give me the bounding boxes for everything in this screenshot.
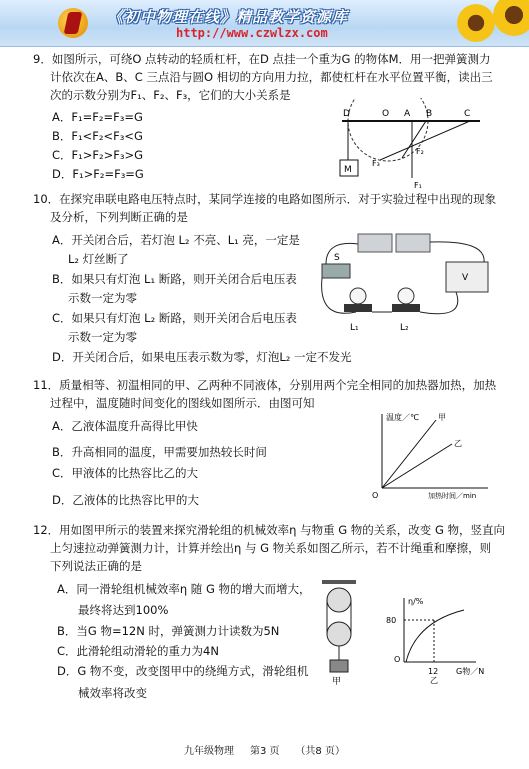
q10-stem-line1: 10．在探究串联电路电压特点时，某同学连接的电路如图所示．对于实验过程中出现的现象 [33,192,497,206]
bulb-base [344,304,372,312]
q11-option-d: D．乙液体的比热容比甲的大 [52,493,199,507]
q9-stem-line3: 次的示数分别为F₁、F₂、F₃，它们的大小关系是 [50,88,291,102]
q11-stem-line1: 11．质量相等、初温相同的甲、乙两种不同液体，分别用两个完全相同的加热器加热，加热 [33,378,497,392]
q10-option-c-line2: 示数一定为零 [68,330,137,344]
label-yi: 乙 [454,439,462,448]
bulb-l1 [350,288,366,304]
label-v: V [462,273,469,283]
q10-option-b-line1: B．如果只有灯泡 L₁ 断路，则开关闭合后电压表 [52,272,297,286]
y-axis-label: η/% [408,597,424,606]
origin-label: O [394,655,401,664]
q9-option-c: C．F₁>F₂>F₃>G [52,148,144,162]
q10-option-a-line2: L₂ 灯丝断了 [68,252,129,266]
label-d: D [343,109,350,119]
q9-option-d: D．F₁>F₂=F₃=G [52,167,144,181]
label-l2: L₂ [400,323,409,333]
q10-stem-line2: 及分析，下列判断正确的是 [50,210,188,224]
q12-option-d-line1: D．G 物不变，改变图甲中的绕绳方式，滑轮组机 [57,664,309,678]
q12-stem-line1: 12．用如图甲所示的装置来探究滑轮组的机械效率η 与物重 G 物的关系，改变 G 物，竖直向 [33,523,506,537]
q11-stem-line2: 过程中，温度随时间变化的图线如图所示．由图可知 [50,396,315,410]
q10-circuit-figure [316,230,494,338]
switch [322,264,350,278]
y-axis-label: 温度／℃ [386,413,419,422]
sunflower-icon [457,4,495,42]
line-yi [382,444,452,488]
label-f1: F₁ [414,181,422,190]
label-yi: 乙 [430,676,438,684]
q12-stem-line3: 下列说法正确的是 [50,559,142,573]
banner-title: 《初中物理在线》精品教学资源库 [108,8,349,26]
force-f3 [380,121,470,160]
q12-pulley-figure [318,578,362,686]
x-axis-label: G物／N [456,667,485,676]
q11-option-c: C．甲液体的比热容比乙的大 [52,466,199,480]
label-jia: 甲 [332,677,342,686]
q11-option-b: B．升高相同的温度，甲需要加热较长时间 [52,445,267,459]
q10-option-d: D．开关闭合后，如果电压表示数为零，灯泡L₂ 一定不发光 [52,350,352,364]
label-jia: 甲 [438,413,446,422]
battery [396,234,430,252]
label-c: C [464,109,471,119]
q12-option-c: C．此滑轮组动滑轮的重力为4N [57,644,219,658]
footer-grade: 九年级物理 [184,746,235,757]
q10-option-b-line2: 示数一定为零 [68,291,137,305]
banner-url[interactable]: http://www.czwlzx.com [176,26,328,40]
label-f3: F₃ [372,159,380,168]
page-footer [0,742,529,757]
label-l1: L₁ [350,323,359,333]
q9-stem-line1: 9．如图所示，可绕O 点转动的轻质杠杆，在D 点挂一个重为G 的物体M．用一把弹簧测力 [33,52,491,66]
q12-option-b: B．当G 物=12N 时，弹簧测力计读数为5N [57,624,280,638]
q12-option-a-line1: A．同一滑轮组机械效率η 随 G 物的增大而增大， [57,582,311,596]
ceiling [322,580,356,584]
q12-option-d-line2: 械效率将改变 [78,686,147,700]
q12-efficiency-graph [384,592,498,684]
q9-option-b: B．F₁<F₂<F₃<G [52,129,143,143]
footer-page: 第3 页 [249,746,280,757]
battery [358,234,392,252]
efficiency-curve [406,610,464,662]
line-jia [382,420,436,488]
q12-stem-line2: 上匀速拉动弹簧测力计，计算并绘出η 与 G 物关系如图乙所示，若不计绳重和摩擦，则 [50,541,492,555]
sunflower-icon [493,0,529,36]
bulb-l2 [398,288,414,304]
q12-option-a-line2: 最终将达到100% [78,603,169,617]
label-a: A [404,109,411,119]
q9-option-a: A．F₁=F₂=F₃=G [52,110,143,124]
footer-total: （共8 页） [295,746,345,757]
label-b: B [426,109,433,119]
weight-block [330,660,348,672]
q11-option-a: A．乙液体温度升高得比甲快 [52,419,198,433]
fixed-pulley [327,588,351,612]
origin-label: O [372,491,379,500]
label-o: O [382,109,390,119]
q9-stem-line2: 计依次在A、B、C 三点沿与圆O 相切的方向用力拉，都使杠杆在水平位置平衡，读出三 [50,70,493,84]
label-f2: F₂ [416,147,424,156]
q11-temperature-graph [366,408,496,500]
tick-80: 80 [386,616,397,625]
label-s: S [334,253,340,263]
x-axis-label: 加热时间／min [428,492,477,500]
header-banner [0,0,529,47]
q10-option-a-line1: A．开关闭合后，若灯泡 L₂ 不亮、L₁ 亮，一定是 [52,233,300,247]
tick-12: 12 [428,667,439,676]
bulb-base [392,304,420,312]
label-m: M [344,165,352,175]
q10-option-c-line1: C．如果只有灯泡 L₂ 断路，则开关闭合后电压表 [52,311,297,325]
movable-pulley [327,622,351,646]
q9-lever-figure [330,98,490,190]
